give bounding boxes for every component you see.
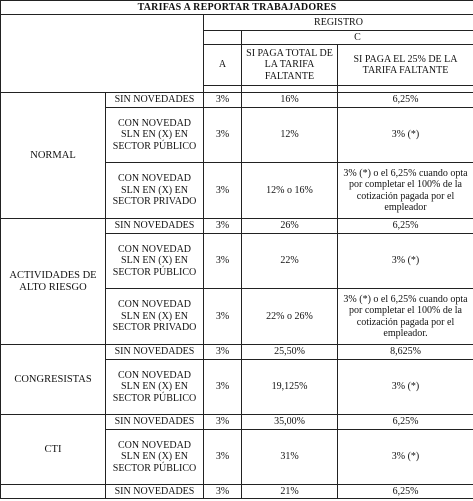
rate-c2-cell: 6,25% — [338, 219, 473, 234]
rate-a-cell: 3% — [204, 415, 242, 430]
rate-c2-cell: 3% (*) o el 6,25% cuando opta por completar el 100% de la cotización pagada por el empleador — [338, 163, 473, 219]
col-c1-header: SI PAGA TOTAL DE LA TARIFA FALTANTE — [242, 45, 338, 86]
rate-c2-cell: 6,25% — [338, 415, 473, 430]
table-title: TARIFAS A REPORTAR TRABAJADORES — [1, 1, 473, 15]
rate-c2-cell: 3% (*) — [338, 108, 473, 163]
rate-a-cell: 3% — [204, 360, 242, 415]
group-name-cell — [1, 485, 106, 499]
rate-c2-cell: 8,625% — [338, 345, 473, 360]
table-row — [1, 485, 473, 499]
rate-a-cell: 3% — [204, 485, 242, 499]
rate-a-cell: 3% — [204, 108, 242, 163]
rate-a-cell: 3% — [204, 345, 242, 360]
subcategory-cell: CON NOVEDAD SLN EN (X) EN SECTOR PRIVADO — [106, 163, 204, 219]
subcategory-cell: CON NOVEDAD SLN EN (X) EN SECTOR PÚBLICO — [106, 360, 204, 415]
subcategory-cell: CON NOVEDAD SLN EN (X) EN SECTOR PÚBLICO — [106, 108, 204, 163]
header-spacer-c1 — [242, 86, 338, 93]
rate-c1-cell: 12% o 16% — [242, 163, 338, 219]
rate-a-cell: 3% — [204, 163, 242, 219]
subcategory-cell: SIN NOVEDADES — [106, 345, 204, 360]
group-name-cell: CONGRESISTAS — [1, 345, 106, 415]
header-spacer-c2 — [338, 86, 473, 93]
table-row — [1, 345, 473, 360]
rate-c1-cell: 26% — [242, 219, 338, 234]
header-blank-cell — [1, 15, 204, 93]
rate-c1-cell: 22% — [242, 234, 338, 289]
col-c2-header: SI PAGA EL 25% DE LA TARIFA FALTANTE — [338, 45, 473, 86]
rate-a-cell: 3% — [204, 234, 242, 289]
registro-header: REGISTRO — [204, 15, 473, 31]
subcategory-cell: CON NOVEDAD SLN EN (X) EN SECTOR PÚBLICO — [106, 234, 204, 289]
group-name-cell: CTI — [1, 415, 106, 485]
rate-c2-cell: 3% (*) — [338, 234, 473, 289]
rate-a-cell: 3% — [204, 219, 242, 234]
rate-c1-cell: 19,125% — [242, 360, 338, 415]
table-row — [1, 219, 473, 234]
header-spacer-a — [204, 86, 242, 93]
rate-a-cell: 3% — [204, 289, 242, 345]
rate-c1-cell: 35,00% — [242, 415, 338, 430]
rate-c1-cell: 31% — [242, 430, 338, 485]
subcategory-cell: SIN NOVEDADES — [106, 415, 204, 430]
rate-a-cell: 3% — [204, 93, 242, 108]
subcategory-cell: CON NOVEDAD SLN EN (X) EN SECTOR PRIVADO — [106, 289, 204, 345]
subcategory-cell: SIN NOVEDADES — [106, 219, 204, 234]
header-a-top-cell — [204, 31, 242, 45]
rate-c2-cell: 6,25% — [338, 93, 473, 108]
rate-c2-cell: 6,25% — [338, 485, 473, 499]
subcategory-cell: SIN NOVEDADES — [106, 93, 204, 108]
rate-c2-cell: 3% (*) o el 6,25% cuando opta por completar el 100% de la cotización pagada por el empleador. — [338, 289, 473, 345]
subcategory-cell: CON NOVEDAD SLN EN (X) EN SECTOR PÚBLICO — [106, 430, 204, 485]
rate-c1-cell: 21% — [242, 485, 338, 499]
rate-c2-cell: 3% (*) — [338, 430, 473, 485]
table-row — [1, 93, 473, 108]
tarifas-body — [1, 93, 473, 499]
subcategory-cell: SIN NOVEDADES — [106, 485, 204, 499]
rate-c1-cell: 16% — [242, 93, 338, 108]
rate-c1-cell: 25,50% — [242, 345, 338, 360]
rate-c1-cell: 22% o 26% — [242, 289, 338, 345]
group-name-cell: NORMAL — [1, 93, 106, 219]
rate-a-cell: 3% — [204, 430, 242, 485]
col-c-header: C — [242, 31, 473, 45]
rate-c2-cell: 3% (*) — [338, 360, 473, 415]
rate-c1-cell: 12% — [242, 108, 338, 163]
group-name-cell: ACTIVIDADES DE ALTO RIESGO — [1, 219, 106, 345]
table-row — [1, 415, 473, 430]
col-a-header: A — [204, 45, 242, 86]
